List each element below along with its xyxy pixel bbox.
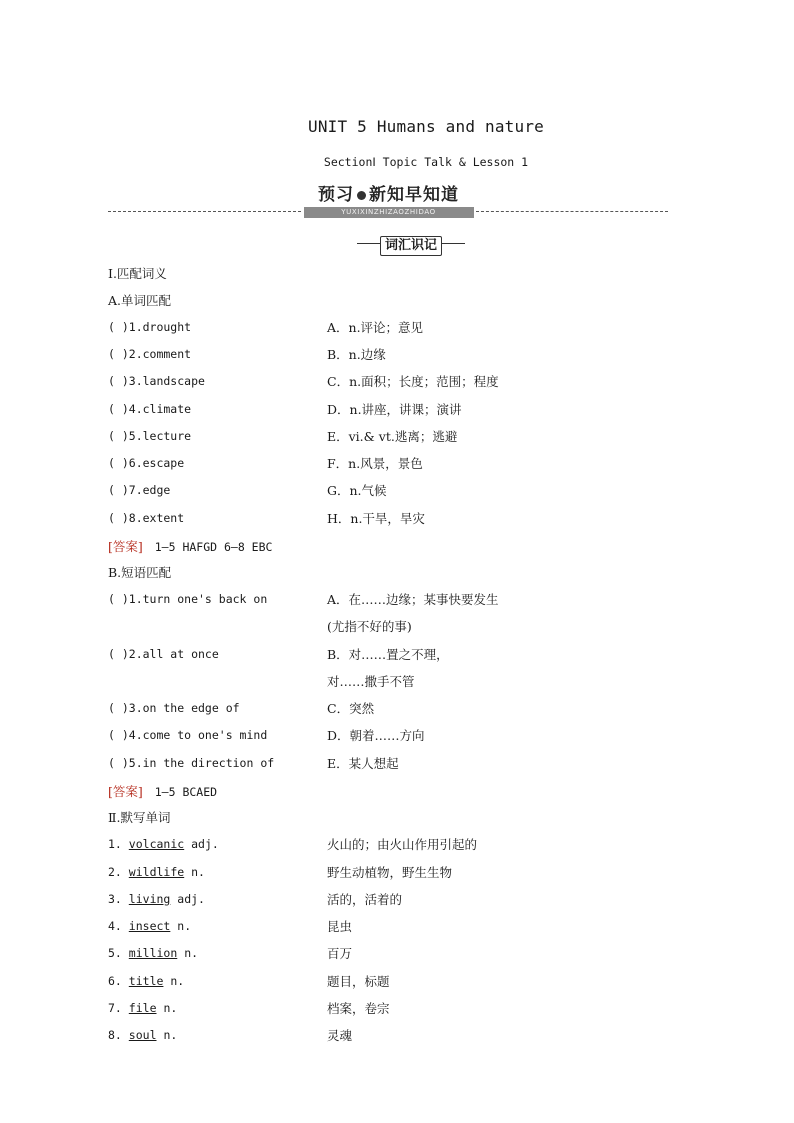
banner-title-a: 预习 bbox=[318, 185, 354, 205]
vocab-row bbox=[108, 865, 205, 879]
section-title: SectionⅠ Topic Talk & Lesson 1 bbox=[323, 155, 529, 169]
vocab-row bbox=[108, 946, 198, 960]
answer-label: [答案] bbox=[108, 784, 143, 799]
vocab-pos: n. bbox=[163, 1028, 178, 1042]
vocab-meaning: 野生动植物，野生生物 bbox=[327, 865, 453, 880]
banner-title bbox=[301, 184, 476, 206]
vocab-number: 4. bbox=[108, 919, 122, 933]
vocab-meaning: 灵魂 bbox=[327, 1028, 353, 1043]
vocab-pos: n. bbox=[177, 919, 192, 933]
vocab-pos: n. bbox=[184, 946, 199, 960]
phrase-match-option-cont: (尤指不好的事) bbox=[327, 619, 412, 634]
vocab-meaning: 百万 bbox=[327, 946, 353, 961]
banner-pinyin: YUXIXINZHIZAOZHIDAO bbox=[304, 207, 474, 218]
vocab-meaning: 档案，卷宗 bbox=[327, 1001, 390, 1016]
vocab-meaning: 题目，标题 bbox=[327, 974, 390, 989]
word-match-option: E．vi.& vt.逃离；逃避 bbox=[327, 429, 458, 444]
phrase-match-option: D．朝着……方向 bbox=[327, 728, 425, 743]
part1-b-heading: B.短语匹配 bbox=[108, 565, 172, 580]
word-match-option: A．n.评论；意见 bbox=[327, 320, 424, 335]
phrase-match-option: E．某人想起 bbox=[327, 756, 399, 771]
answer-line-a bbox=[108, 537, 272, 555]
vocab-pos: adj. bbox=[191, 837, 219, 851]
banner-box bbox=[301, 184, 476, 220]
vocab-number: 1. bbox=[108, 837, 122, 851]
phrase-match-question: ( )4.come to one's mind bbox=[108, 728, 268, 742]
vocab-word: volcanic bbox=[128, 837, 185, 851]
word-match-question: ( )3.landscape bbox=[108, 374, 205, 388]
word-match-option: G．n.气候 bbox=[327, 483, 387, 498]
vocab-word: wildlife bbox=[128, 865, 185, 879]
vocab-number: 5. bbox=[108, 946, 122, 960]
answer-line-b bbox=[108, 782, 217, 800]
vocab-row bbox=[108, 1028, 177, 1042]
vocab-pos: n. bbox=[170, 974, 185, 988]
vocab-word: million bbox=[128, 946, 178, 960]
answer-text: 1—5 BCAED bbox=[154, 785, 218, 799]
word-match-question: ( )5.lecture bbox=[108, 429, 192, 443]
answer-label: [答案] bbox=[108, 539, 143, 554]
vocab-meaning: 昆虫 bbox=[327, 919, 353, 934]
phrase-match-question: ( )3.on the edge of bbox=[108, 701, 240, 715]
vocab-meaning: 活的，活着的 bbox=[327, 892, 403, 907]
part1-a-heading: A.单词匹配 bbox=[108, 293, 172, 308]
vocab-number: 7. bbox=[108, 1001, 122, 1015]
word-match-question: ( )8.extent bbox=[108, 511, 185, 525]
word-match-question: ( )2.comment bbox=[108, 347, 192, 361]
phrase-match-option: B．对……置之不理， bbox=[327, 647, 449, 662]
arrow-circle-icon bbox=[357, 191, 366, 200]
word-match-question: ( )6.escape bbox=[108, 456, 185, 470]
word-match-option: F．n.风景，景色 bbox=[327, 456, 423, 471]
vocab-word: soul bbox=[128, 1028, 157, 1042]
part1-heading: Ⅰ.匹配词义 bbox=[108, 266, 167, 281]
word-match-option: H．n.干旱，旱灾 bbox=[327, 511, 425, 526]
word-match-option: C．n.面积；长度；范围；程度 bbox=[327, 374, 499, 389]
phrase-match-option: A．在……边缘；某事快要发生 bbox=[327, 592, 499, 607]
phrase-match-option: C．突然 bbox=[327, 701, 375, 716]
unit-title: UNIT 5 Humans and nature bbox=[308, 117, 544, 136]
word-match-option: D．n.讲座，讲课；演讲 bbox=[327, 402, 462, 417]
vocab-word: insect bbox=[128, 919, 171, 933]
word-match-question: ( )1.drought bbox=[108, 320, 192, 334]
vocab-number: 6. bbox=[108, 974, 122, 988]
phrase-match-question: ( )5.in the direction of bbox=[108, 756, 275, 770]
vocab-number: 2. bbox=[108, 865, 122, 879]
vocab-number: 8. bbox=[108, 1028, 122, 1042]
vocab-word: title bbox=[128, 974, 164, 988]
word-match-question: ( )7.edge bbox=[108, 483, 171, 497]
vocab-row bbox=[108, 892, 205, 906]
banner-title-b: 新知早知道 bbox=[369, 185, 459, 205]
preview-banner bbox=[108, 184, 668, 220]
vocab-tag-label: 词汇识记 bbox=[380, 236, 442, 256]
vocab-pos: n. bbox=[191, 865, 205, 879]
vocab-row bbox=[108, 919, 191, 933]
answer-text: 1—5 HAFGD 6—8 EBC bbox=[154, 540, 273, 554]
vocab-row bbox=[108, 837, 219, 851]
banner-divider-left bbox=[108, 211, 301, 212]
vocab-pos: n. bbox=[163, 1001, 178, 1015]
phrase-match-option-cont: 对……撒手不管 bbox=[327, 674, 415, 689]
vocab-word: file bbox=[128, 1001, 157, 1015]
vocab-section-tag bbox=[357, 234, 465, 252]
vocab-row bbox=[108, 1001, 177, 1015]
vocab-word: living bbox=[128, 892, 171, 906]
banner-divider-right bbox=[476, 211, 668, 212]
vocab-pos: adj. bbox=[177, 892, 205, 906]
part2-heading: Ⅱ.默写单词 bbox=[108, 810, 171, 825]
phrase-match-question: ( )1.turn one's back on bbox=[108, 592, 268, 606]
phrase-match-question: ( )2.all at once bbox=[108, 647, 219, 661]
word-match-question: ( )4.climate bbox=[108, 402, 192, 416]
vocab-number: 3. bbox=[108, 892, 122, 906]
vocab-row bbox=[108, 974, 184, 988]
vocab-meaning: 火山的；由火山作用引起的 bbox=[327, 837, 478, 852]
word-match-option: B．n.边缘 bbox=[327, 347, 386, 362]
